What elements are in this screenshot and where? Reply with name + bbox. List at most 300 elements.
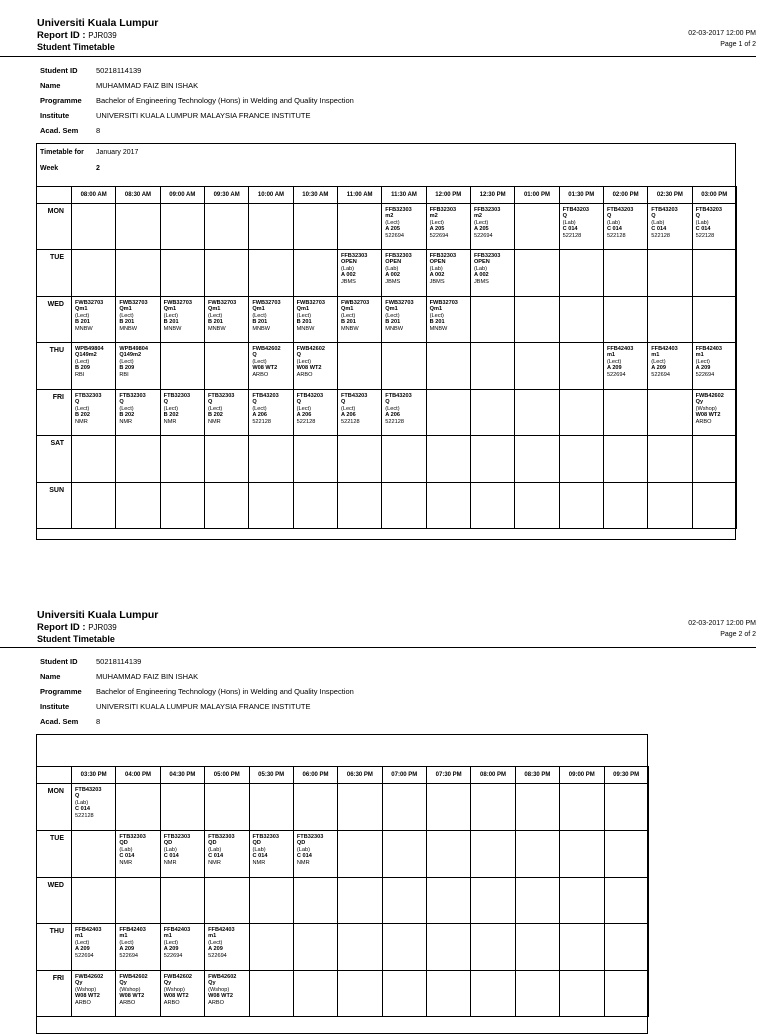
empty-slot-cell <box>515 784 559 831</box>
session-type: (Wshop) <box>208 986 230 993</box>
empty-slot-cell <box>293 924 337 971</box>
room: W08 WT2 <box>695 412 721 419</box>
empty-slot-cell <box>293 878 337 924</box>
empty-slot-cell <box>382 878 426 924</box>
session-type: (Lab) <box>119 846 133 853</box>
room: A 205 <box>473 226 489 233</box>
session-type: (Lect) <box>252 358 267 365</box>
course-group: Qm1 <box>75 306 88 313</box>
room: C 014 <box>75 806 90 813</box>
course-code: WPB49804 <box>75 346 104 352</box>
empty-slot-cell <box>382 971 426 1017</box>
course-group: Q <box>651 213 656 220</box>
empty-slot-cell <box>382 831 426 878</box>
course-code: FWB42602 <box>119 974 148 980</box>
room: B 201 <box>340 319 356 326</box>
room: C 014 <box>119 853 135 860</box>
room: W08 WT2 <box>208 993 233 1000</box>
session-type: (Lect) <box>252 405 267 412</box>
student-info <box>40 654 354 729</box>
time-slot-header: 03:30 PM <box>72 767 116 784</box>
course-code: FTB43203 <box>385 393 412 399</box>
class-session-cell <box>72 971 116 1017</box>
course-group: Q149m2 <box>75 352 97 359</box>
report-id: Report ID : PJR039 <box>37 622 117 633</box>
course-code: FFB32303 <box>385 253 412 259</box>
course-group: Qm1 <box>163 306 177 313</box>
lecturer-code: 522128 <box>252 418 271 425</box>
session-type: (Lab) <box>163 846 177 853</box>
class-session-cell <box>116 924 160 971</box>
class-session-cell <box>72 924 116 971</box>
room: C 014 <box>252 853 268 860</box>
room: A 206 <box>296 412 312 419</box>
course-code: FTB32303 <box>296 834 324 840</box>
class-session-cell <box>205 831 249 878</box>
session-type: (Lect) <box>340 405 356 412</box>
course-code: FTB43203 <box>340 393 368 399</box>
lecturer-code: 522694 <box>119 952 139 959</box>
course-code: FWB32703 <box>340 300 370 306</box>
class-session-cell <box>205 924 249 971</box>
class-session-cell <box>293 831 337 878</box>
lecturer-code: JBMS <box>429 278 445 285</box>
session-type: (Lect) <box>296 312 311 319</box>
lecturer-code: ARBO <box>296 371 313 378</box>
report-id: Report ID : PJR039 <box>37 30 117 41</box>
course-group: OPEN <box>473 259 490 266</box>
day-label: WED <box>37 297 72 343</box>
course-group: m1 <box>651 352 660 359</box>
day-label: SAT <box>37 436 72 483</box>
session-type: (Lect) <box>75 405 90 412</box>
lecturer-code: 522128 <box>606 232 626 239</box>
room: B 201 <box>119 319 135 326</box>
course-group: Q149m2 <box>119 352 142 359</box>
course-group: m2 <box>429 213 438 220</box>
document-title: Student Timetable <box>37 634 115 644</box>
empty-slot-cell <box>338 784 382 831</box>
session-type: (Lect) <box>163 939 179 946</box>
session-type: (Lect) <box>207 405 223 412</box>
time-slot-header: 10:30 AM <box>293 187 337 204</box>
session-type: (Lect) <box>75 312 90 319</box>
room: W08 WT2 <box>296 365 322 372</box>
course-group: Q <box>75 793 80 800</box>
timetable-grid-page-2 <box>36 766 649 1017</box>
course-code: FTB43203 <box>252 393 279 399</box>
session-type: (Lect) <box>385 312 400 319</box>
course-code: FFB42403 <box>75 927 102 933</box>
room: C 014 <box>208 853 224 860</box>
room: A 209 <box>651 365 666 372</box>
course-group: Qy <box>163 980 172 987</box>
course-code: FTB43203 <box>606 207 634 213</box>
empty-slot-cell <box>116 878 160 924</box>
time-slot-header: 06:30 PM <box>338 767 382 784</box>
lecturer-code: 522128 <box>340 418 360 425</box>
session-type: (Lect) <box>208 939 223 946</box>
class-session-cell <box>160 924 204 971</box>
course-group: Qy <box>208 980 216 987</box>
header-divider <box>0 647 756 648</box>
session-type: (Wshop) <box>75 986 97 993</box>
course-group: Q <box>207 399 213 406</box>
room: B 201 <box>163 319 179 326</box>
time-slot-header: 02:00 PM <box>603 187 647 204</box>
empty-slot-cell <box>515 924 559 971</box>
course-group: Q <box>296 352 301 359</box>
room: B 201 <box>385 319 401 326</box>
empty-slot-cell <box>72 878 116 924</box>
time-slot-header: 08:30 PM <box>515 767 559 784</box>
room: C 014 <box>651 226 667 233</box>
lecturer-code: NMR <box>252 859 266 866</box>
room: A 209 <box>695 365 711 372</box>
room: A 206 <box>340 412 356 419</box>
course-group: Qm1 <box>385 306 398 313</box>
time-slot-header: 09:00 AM <box>160 187 204 204</box>
session-type: (Lect) <box>429 219 444 226</box>
course-code: FTB32303 <box>208 834 235 840</box>
course-group: Qm1 <box>340 306 354 313</box>
course-code: FTB32303 <box>163 393 191 399</box>
time-slot-header: 05:30 PM <box>249 767 293 784</box>
course-code: FWB32703 <box>163 300 192 306</box>
course-code: FFB32303 <box>385 207 412 213</box>
lecturer-code: MNBW <box>207 325 226 332</box>
lecturer-code: 522694 <box>606 371 626 378</box>
session-type: (Lab) <box>385 265 399 272</box>
course-code: FTB32303 <box>75 393 102 399</box>
course-group: m2 <box>473 213 483 220</box>
empty-slot-cell <box>427 784 471 831</box>
course-group: QD <box>208 840 217 847</box>
empty-slot-cell <box>293 971 337 1017</box>
room: C 014 <box>606 226 622 233</box>
session-type: (Lect) <box>119 312 134 319</box>
session-type: (Lect) <box>296 405 311 412</box>
room: A 002 <box>473 272 489 279</box>
lecturer-code: ARBO <box>75 999 91 1006</box>
course-code: FTB43203 <box>562 207 590 213</box>
course-group: QD <box>252 840 261 847</box>
timetable-for: Timetable for January 2017 <box>40 149 139 156</box>
room: B 201 <box>75 319 90 326</box>
session-type: (Lect) <box>119 405 134 412</box>
session-type: (Lect) <box>296 358 311 365</box>
day-row <box>37 924 649 971</box>
course-code: FFB32303 <box>473 253 501 259</box>
course-group: OPEN <box>340 259 357 266</box>
session-type: (Lect) <box>75 358 90 365</box>
lecturer-code: NMR <box>296 859 310 866</box>
empty-slot-cell <box>338 831 382 878</box>
session-type: (Lab) <box>252 846 266 853</box>
course-code: FTB32303 <box>252 834 279 840</box>
day-label: SUN <box>37 483 72 529</box>
course-group: m1 <box>606 352 616 359</box>
lecturer-code: JBMS <box>340 278 356 285</box>
lecturer-code: MNBW <box>385 325 404 332</box>
lecturer-code: ARBO <box>163 999 180 1006</box>
info-row-institute: Institute UNIVERSITI KUALA LUMPUR MALAYSIA FRANCE INSTITUTE <box>40 111 311 120</box>
session-type: (Wshop) <box>695 405 717 412</box>
session-type: (Lect) <box>340 312 356 319</box>
session-type: (Lab) <box>340 265 355 272</box>
empty-slot-cell <box>249 784 293 831</box>
time-slot-header: 04:00 PM <box>116 767 160 784</box>
lecturer-code: NMR <box>208 859 221 866</box>
course-group: QD <box>163 840 173 847</box>
room: B 202 <box>75 412 90 419</box>
course-group: Q <box>252 399 257 406</box>
report-meta <box>688 618 756 640</box>
course-group: Q <box>340 399 346 406</box>
document-title: Student Timetable <box>37 42 115 52</box>
course-code: FWB42602 <box>75 974 104 980</box>
time-slot-header: 05:00 PM <box>205 767 249 784</box>
class-session-cell <box>116 971 160 1017</box>
room: B 202 <box>163 412 179 419</box>
empty-slot-cell <box>471 878 515 924</box>
class-session-cell <box>205 971 249 1017</box>
course-code: FWB42602 <box>695 393 724 399</box>
course-code: FWB32703 <box>75 300 104 306</box>
course-group: Qm1 <box>429 306 443 313</box>
session-type: (Lab) <box>429 265 443 272</box>
lecturer-code: MNBW <box>429 325 448 332</box>
day-row <box>37 878 649 924</box>
empty-slot-cell <box>205 878 249 924</box>
course-code: FTB43203 <box>651 207 678 213</box>
lecturer-code: NMR <box>163 859 177 866</box>
course-group: Qy <box>695 399 704 406</box>
course-code: FTB43203 <box>695 207 723 213</box>
room: A 209 <box>75 946 90 953</box>
course-group: OPEN <box>385 259 402 266</box>
lecturer-code: 522694 <box>473 232 493 239</box>
lecturer-code: MNBW <box>119 325 138 332</box>
course-code: FFB42403 <box>695 346 723 352</box>
course-group: Qm1 <box>119 306 132 313</box>
empty-slot-cell <box>471 924 515 971</box>
course-code: FWB42602 <box>163 974 193 980</box>
empty-slot-cell <box>338 924 382 971</box>
empty-slot-cell <box>604 971 648 1017</box>
time-slot-header: 01:00 PM <box>515 187 559 204</box>
course-group: Qm1 <box>207 306 221 313</box>
room: B 201 <box>296 319 312 326</box>
empty-slot-cell <box>249 924 293 971</box>
time-slot-header: 11:30 AM <box>382 187 426 204</box>
room: A 002 <box>340 272 356 279</box>
room: A 206 <box>252 412 268 419</box>
course-group: Qy <box>75 980 83 987</box>
lecturer-code: JBMS <box>385 278 401 285</box>
time-slot-header: 04:30 PM <box>160 767 204 784</box>
day-label: THU <box>37 924 72 971</box>
day-label: WED <box>37 878 72 924</box>
class-session-cell <box>160 831 204 878</box>
lecturer-code: 522694 <box>651 371 670 378</box>
session-type: (Lect) <box>473 219 489 226</box>
time-slot-header: 10:00 AM <box>249 187 293 204</box>
lecturer-code: MNBW <box>340 325 359 332</box>
time-slot-header: 07:00 PM <box>382 767 426 784</box>
empty-slot-cell <box>604 831 648 878</box>
empty-slot-cell <box>382 924 426 971</box>
empty-slot-cell <box>427 924 471 971</box>
room: W08 WT2 <box>119 993 145 1000</box>
page-number: Page 1 of 2 <box>720 41 756 48</box>
empty-slot-cell <box>560 831 604 878</box>
session-type: (Lab) <box>208 846 222 853</box>
session-type: (Lect) <box>252 312 267 319</box>
empty-slot-cell <box>560 971 604 1017</box>
session-type: (Lect) <box>163 405 178 412</box>
course-group: m1 <box>208 933 217 940</box>
empty-slot-cell <box>338 878 382 924</box>
lecturer-code: NMR <box>119 418 133 425</box>
course-code: FFB42403 <box>651 346 678 352</box>
report-datetime: 02-03-2017 12:00 PM <box>688 620 756 627</box>
empty-slot-cell <box>427 831 471 878</box>
time-slot-header: 07:30 PM <box>427 767 471 784</box>
course-code: FWB32703 <box>119 300 148 306</box>
room: C 014 <box>296 853 312 860</box>
empty-slot-cell <box>515 971 559 1017</box>
room: C 014 <box>695 226 711 233</box>
room: B 201 <box>429 319 445 326</box>
room: B 201 <box>207 319 223 326</box>
session-type: (Lab) <box>651 219 665 226</box>
day-row <box>37 971 649 1017</box>
room: C 014 <box>562 226 578 233</box>
room: C 014 <box>163 853 179 860</box>
course-code: FFB32303 <box>429 253 457 259</box>
empty-slot-cell <box>515 831 559 878</box>
session-type: (Lect) <box>651 358 666 365</box>
day-label: THU <box>37 343 72 390</box>
lecturer-code: 522694 <box>75 952 94 959</box>
lecturer-code: NMR <box>207 418 221 425</box>
course-group: QD <box>296 840 306 847</box>
course-group: Q <box>75 399 80 406</box>
info-row-name: Name MUHAMMAD FAIZ BIN ISHAK <box>40 81 199 90</box>
class-session-cell <box>249 831 293 878</box>
room: A 002 <box>385 272 401 279</box>
lecturer-code: RBI <box>119 371 129 378</box>
empty-slot-cell <box>338 971 382 1017</box>
course-code: WPB49804 <box>119 346 148 352</box>
room: A 205 <box>385 226 401 233</box>
lecturer-code: MNBW <box>252 325 271 332</box>
empty-slot-cell <box>427 878 471 924</box>
info-row-name: Name MUHAMMAD FAIZ BIN ISHAK <box>40 672 199 681</box>
lecturer-code: 522128 <box>651 232 670 239</box>
empty-slot-cell <box>515 878 559 924</box>
lecturer-code: 522128 <box>695 232 715 239</box>
info-row-student-id: Student ID 50218114139 <box>40 657 142 666</box>
lecturer-code: MNBW <box>75 325 93 332</box>
course-code: FTB32303 <box>119 834 146 840</box>
course-group: m1 <box>119 933 128 940</box>
time-slot-header: 08:30 AM <box>116 187 160 204</box>
empty-slot-cell <box>116 784 160 831</box>
university-name: Universiti Kuala Lumpur <box>37 17 159 29</box>
room: B 209 <box>75 365 90 372</box>
course-group: OPEN <box>429 259 446 266</box>
lecturer-code: 522694 <box>385 232 404 239</box>
day-label: MON <box>37 784 72 831</box>
course-group: Q <box>163 399 169 406</box>
course-code: FTB43203 <box>296 393 324 399</box>
university-name: Universiti Kuala Lumpur <box>37 609 159 621</box>
empty-slot-cell <box>427 971 471 1017</box>
room: A 209 <box>163 946 179 953</box>
session-type: (Lab) <box>296 846 310 853</box>
page-number: Page 2 of 2 <box>720 631 756 638</box>
session-type: (Lect) <box>429 312 444 319</box>
time-slot-header: 08:00 PM <box>471 767 515 784</box>
course-code: FFB42403 <box>163 927 191 933</box>
empty-slot-cell <box>160 878 204 924</box>
class-session-cell <box>116 831 160 878</box>
time-slot-header: 11:00 AM <box>337 187 381 204</box>
session-type: (Lect) <box>207 312 223 319</box>
time-slot-header: 08:00 AM <box>72 187 116 204</box>
time-slot-header: 12:30 PM <box>470 187 514 204</box>
lecturer-code: 522694 <box>208 952 227 959</box>
time-slot-header: 01:30 PM <box>559 187 603 204</box>
course-code: FWB42602 <box>296 346 325 352</box>
lecturer-code: MNBW <box>163 325 182 332</box>
report-datetime: 02-03-2017 12:00 PM <box>688 30 756 37</box>
empty-slot-cell <box>604 924 648 971</box>
session-type: (Lect) <box>163 312 178 319</box>
course-code: FWB32703 <box>296 300 325 306</box>
time-slot-header: 03:00 PM <box>692 187 736 204</box>
session-type: (Lect) <box>385 219 400 226</box>
course-code: FWB42602 <box>252 346 281 352</box>
info-row-acad-sem: Acad. Sem 8 <box>40 717 101 726</box>
empty-slot-cell <box>205 784 249 831</box>
class-session-cell <box>160 971 204 1017</box>
lecturer-code: ARBO <box>695 418 712 425</box>
time-slot-header: 02:30 PM <box>648 187 692 204</box>
lecturer-code: 522128 <box>385 418 404 425</box>
course-group: Q <box>562 213 567 220</box>
course-group: QD <box>119 840 128 847</box>
lecturer-code: ARBO <box>119 999 136 1006</box>
room: B 209 <box>119 365 135 372</box>
session-type: (Lab) <box>562 219 576 226</box>
lecturer-code: RBI <box>75 371 85 378</box>
time-slot-header: 12:00 PM <box>426 187 470 204</box>
lecturer-code: ARBO <box>252 371 269 378</box>
course-code: FFB42403 <box>208 927 235 933</box>
empty-slot-cell <box>72 831 116 878</box>
lecturer-code: 522694 <box>163 952 183 959</box>
day-label: TUE <box>37 831 72 878</box>
session-type: (Lect) <box>119 939 134 946</box>
course-code: FTB43203 <box>75 787 102 793</box>
empty-slot-cell <box>471 971 515 1017</box>
course-code: FFB42403 <box>119 927 146 933</box>
lecturer-code: MNBW <box>296 325 315 332</box>
lecturer-code: JBMS <box>473 278 489 285</box>
